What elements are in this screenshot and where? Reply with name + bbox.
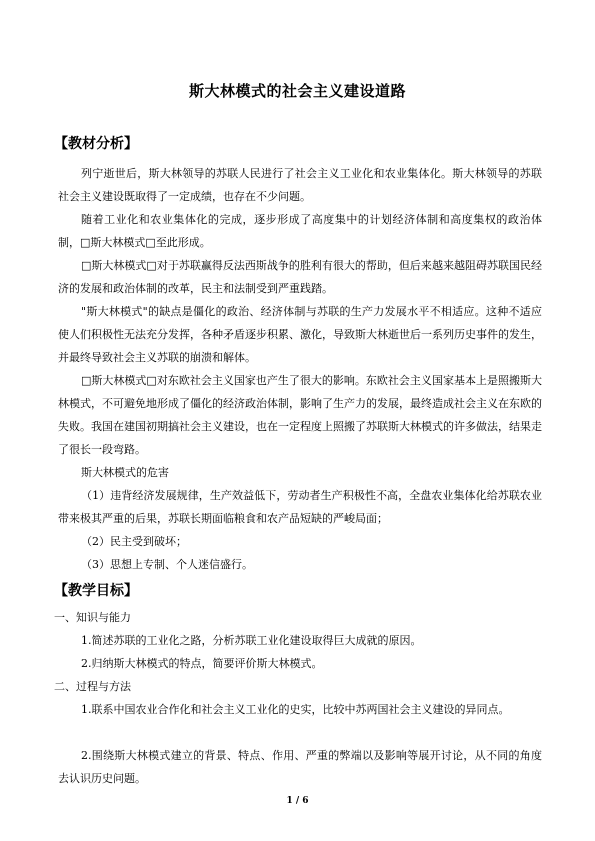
goal-item-3: 1.联系中国农业合作化和社会主义工业化的史实，比较中苏两国社会主义建设的异同点。 (81, 703, 510, 716)
goal-item-2: 2.归纳斯大林模式的特点，简要评价斯大林模式。 (81, 657, 323, 670)
paragraph-4: "斯大林模式"的缺点是僵化的政治、经济体制与苏联的生产力发展水平不相适应。这种不适应使人们积极性无法充分发挥，各种矛盾逐步积累、激化，导致斯大林逝世后一系列历史事件的发生，并最终导致社会主义苏联的崩溃和解体。 (58, 305, 542, 364)
paragraph-harm-2: （2）民主受到破坏； (81, 535, 187, 548)
section-heading-analysis: 【教材分析】 (54, 136, 138, 152)
paragraph-harm-1: （1）违背经济发展规律，生产效益低下，劳动者生产积极性不高，全盘农业集体化给苏联农业带来极其严重的后果，苏联长期面临粮食和农产品短缺的严峻局面； (58, 489, 542, 525)
section-heading-goals: 【教学目标】 (54, 583, 138, 599)
paragraph-harm-3: （3）思想上专制、个人迷信盛行。 (81, 558, 253, 571)
subheading-process: 二、过程与方法 (54, 680, 131, 693)
paragraph-5: □斯大林模式□对东欧社会主义国家也产生了很大的影响。东欧社会主义国家基本上是照搬斯大林模式，不可避免地形成了僵化的经济政治体制，影响了生产力的发展，最终造成社会主义在东欧的失败。我国在建国初期搞社会主义建设，也在一定程度上照搬了苏联斯大林模式的许多做法，结果走了很长一段弯路。 (58, 374, 542, 456)
paragraph-harm-heading: 斯大林模式的危害 (81, 466, 169, 479)
page-title: 斯大林模式的社会主义建设道路 (188, 82, 406, 100)
subheading-knowledge: 一、知识与能力 (54, 611, 131, 624)
goal-item-4: 2.围绕斯大林模式建立的背景、特点、作用、严重的弊端以及影响等展开讨论，从不同的角度去认识历史问题。 (58, 749, 542, 785)
page-number: 1 / 6 (286, 796, 309, 806)
paragraph-2: 随着工业化和农业集体化的完成，逐步形成了高度集中的计划经济体制和高度集权的政治体制，□斯大林模式□至此形成。 (58, 213, 542, 249)
goal-item-1: 1.简述苏联的工业化之路，分析苏联工业化建设取得巨大成就的原因。 (81, 634, 422, 647)
paragraph-3: □斯大林模式□对于苏联赢得反法西斯战争的胜利有很大的帮助，但后来越来越阻碍苏联国民经济的发展和政治体制的改革，民主和法制受到严重践踏。 (58, 259, 542, 295)
paragraph-1: 列宁逝世后，斯大林领导的苏联人民进行了社会主义工业化和农业集体化。斯大林领导的苏联社会主义建设既取得了一定成绩，也存在不少问题。 (58, 167, 542, 203)
